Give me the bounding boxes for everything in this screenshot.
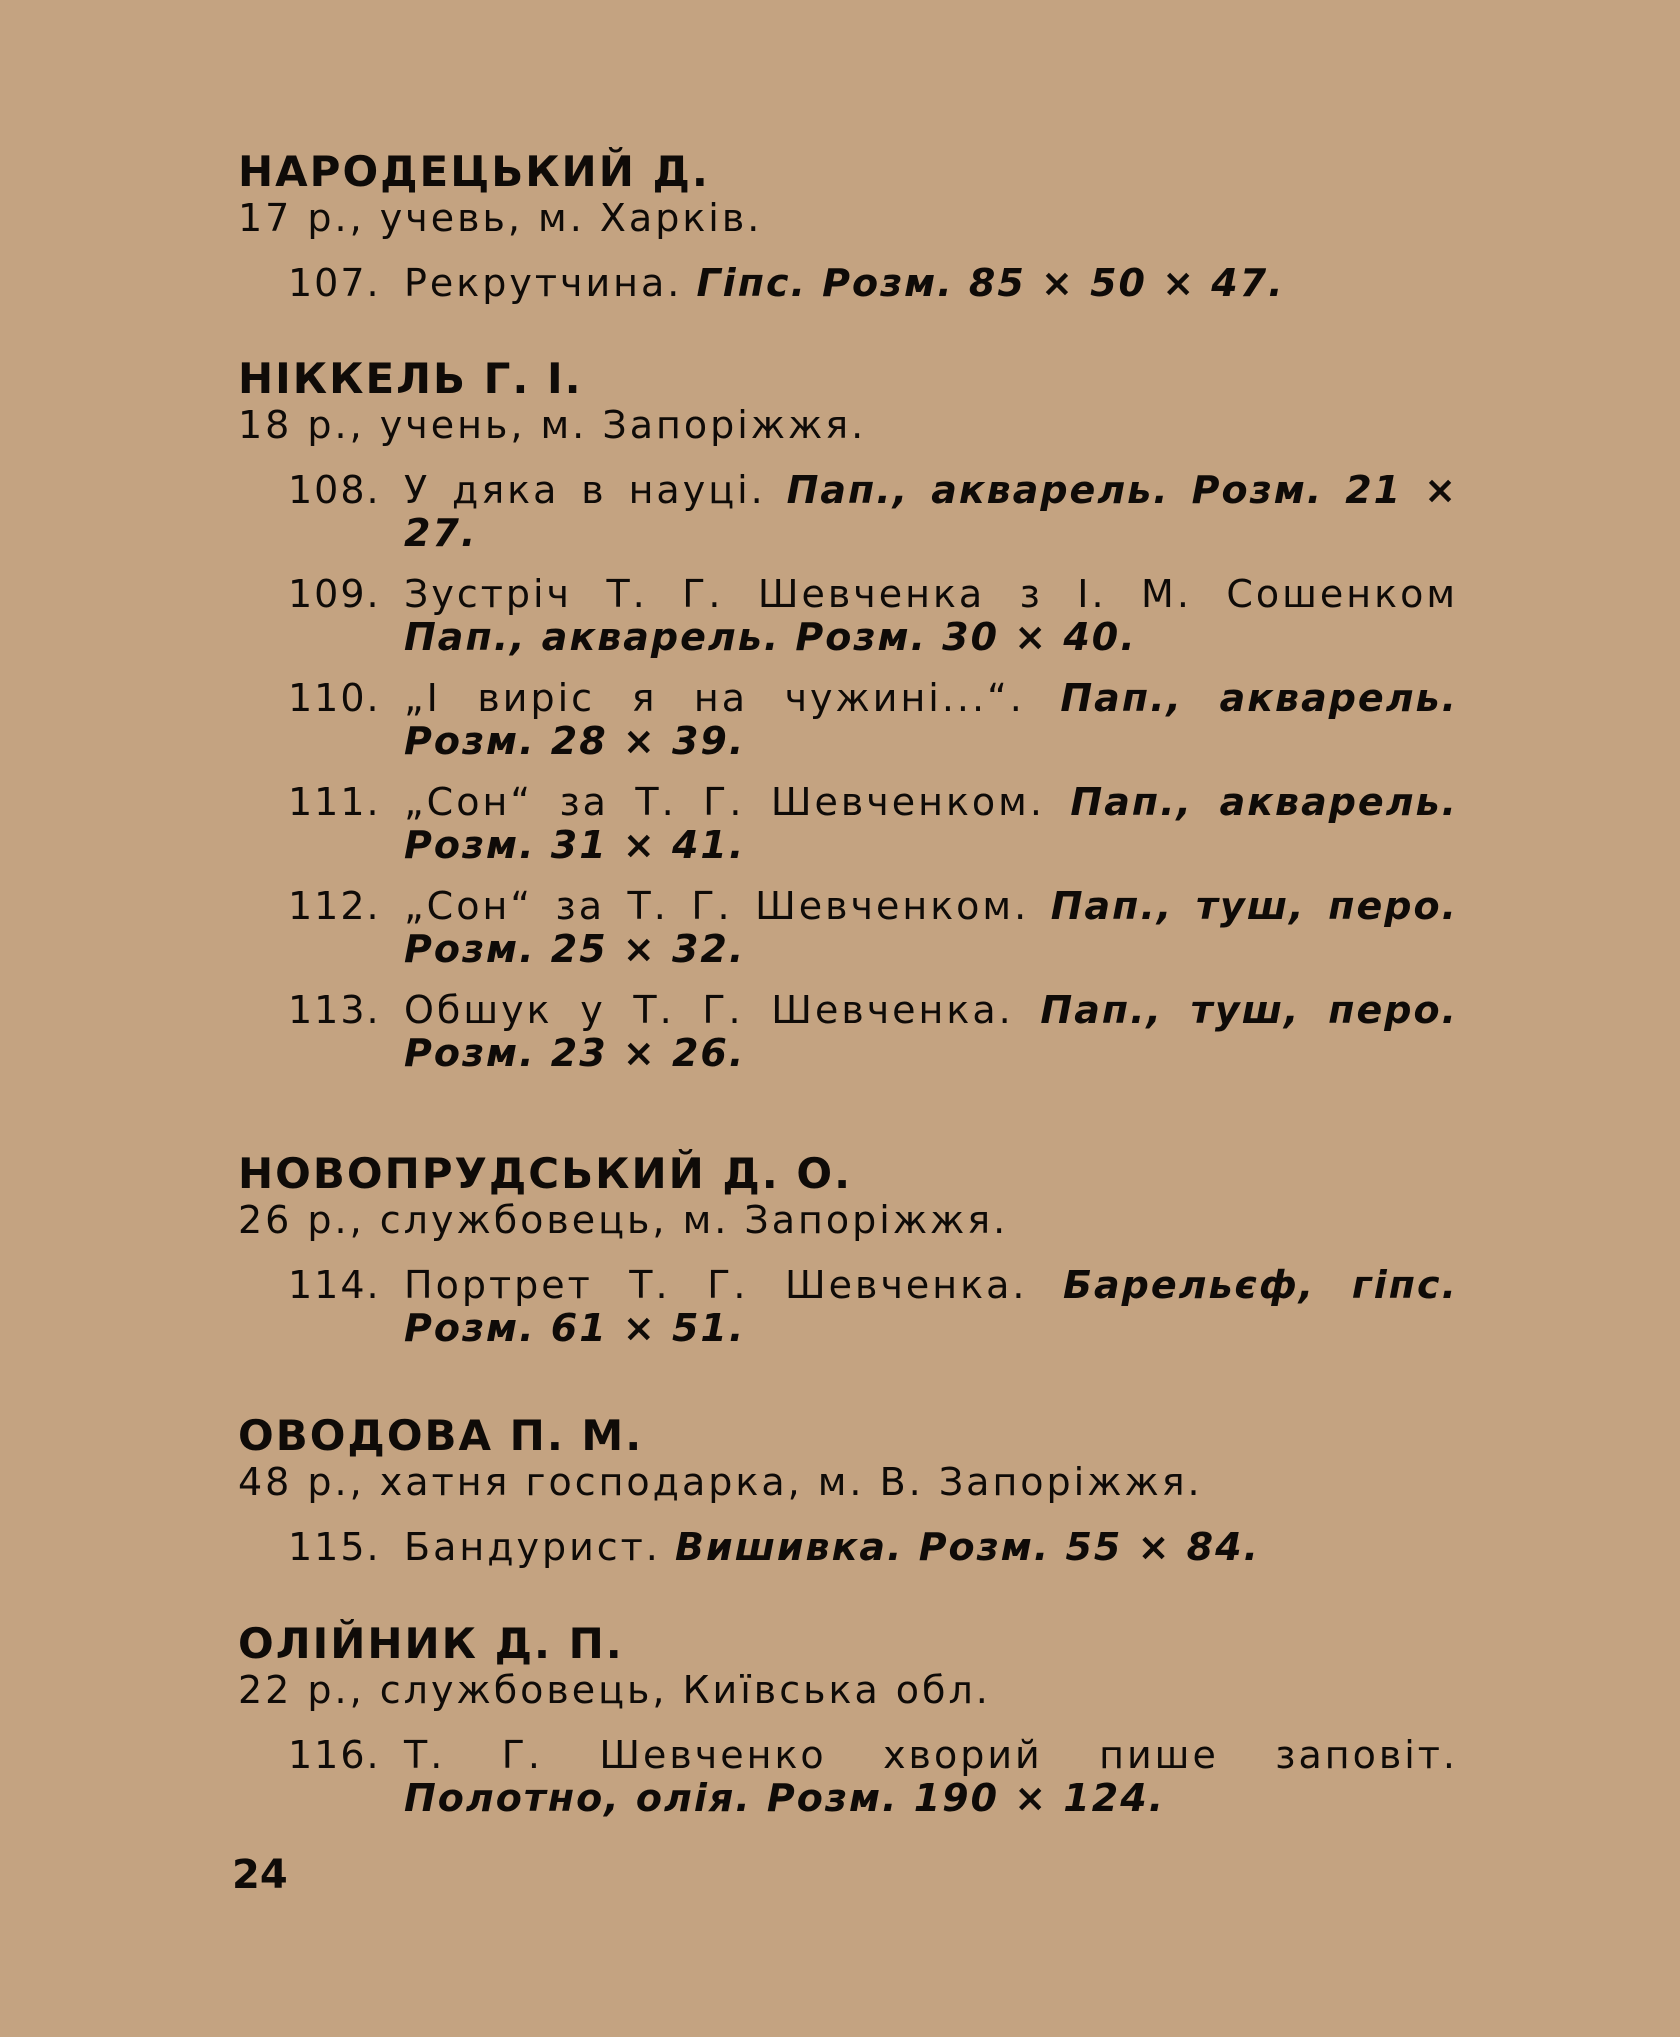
item-title: „Сон“ за Т. Г. Шевченком.: [404, 884, 1030, 928]
artist-bio: 22 р., службовець, Київська обл.: [238, 1668, 991, 1712]
catalog-item: [288, 1526, 1458, 1569]
item-number: 113.: [288, 988, 381, 1032]
artist-name: НАРОДЕЦЬКИЙ Д.: [238, 147, 710, 196]
item-title: Портрет Т. Г. Шевченка.: [404, 1263, 1028, 1307]
item-number: 111.: [288, 780, 381, 824]
page-number: 24: [232, 1852, 288, 1898]
artist-entry: [238, 148, 1458, 305]
item-title: Бандурист.: [404, 1525, 661, 1569]
catalog-item: [288, 1734, 1458, 1820]
item-details: Пап., акварель. Розм. 31 × 41.: [404, 780, 1458, 867]
item-title: Обшук у Т. Г. Шевченка.: [404, 988, 1014, 1032]
catalog-item: [288, 1264, 1458, 1350]
item-details: Вишивка. Розм. 55 × 84.: [674, 1525, 1260, 1569]
artist-name: НОВОПРУДСЬКИЙ Д. О.: [238, 1149, 853, 1198]
artist-bio: 48 р., хатня господарка, м. В. Запоріжжя.: [238, 1460, 1203, 1504]
catalog-item: [288, 989, 1458, 1075]
catalog-item: [288, 262, 1458, 305]
artist-name: НІККЕЛЬ Г. І.: [238, 354, 583, 403]
artist-name: ОЛІЙНИК Д. П.: [238, 1619, 624, 1668]
catalog-item: [288, 469, 1458, 555]
item-details: Барельєф, гіпс. Розм. 61 × 51.: [404, 1263, 1458, 1350]
artist-name: ОВОДОВА П. М.: [238, 1411, 644, 1460]
catalog-item: [288, 885, 1458, 971]
artist-entry: [238, 1150, 1458, 1350]
artist-entry: [238, 355, 1458, 1075]
item-details: Гіпс. Розм. 85 × 50 × 47.: [696, 261, 1285, 305]
item-title: Зустріч Т. Г. Шевченка з І. М. Сошенком: [404, 572, 1458, 616]
item-details: Пап., акварель. Розм. 21 × 27.: [404, 468, 1458, 555]
item-title: Т. Г. Шевченко хворий пише заповіт.: [404, 1733, 1458, 1777]
catalog-item: [288, 781, 1458, 867]
item-title: „І виріс я на чужині...“.: [404, 676, 1025, 720]
item-number: 114.: [288, 1263, 381, 1307]
item-title: „Сон“ за Т. Г. Шевченком.: [404, 780, 1045, 824]
item-details: Пап., туш, перо. Розм. 25 × 32.: [404, 884, 1458, 971]
item-title: Рекрутчина.: [404, 261, 683, 305]
artist-entry: [238, 1412, 1458, 1569]
item-number: 110.: [288, 676, 381, 720]
item-details: Пап., акварель. Розм. 30 × 40.: [404, 615, 1137, 659]
item-details: Пап., туш, перо. Розм. 23 × 26.: [404, 988, 1458, 1075]
artist-bio: 17 р., учевь, м. Харків.: [238, 196, 763, 240]
catalog-item: [288, 573, 1458, 659]
artist-entry: [238, 1620, 1458, 1820]
artist-bio: 18 р., учень, м. Запоріжжя.: [238, 403, 867, 447]
item-details: Пап., акварель. Розм. 28 × 39.: [404, 676, 1458, 763]
catalog-item: [288, 677, 1458, 763]
item-number: 112.: [288, 884, 381, 928]
item-number: 107.: [288, 261, 381, 305]
item-title: У дяка в науці.: [404, 468, 766, 512]
item-number: 109.: [288, 572, 381, 616]
artist-bio: 26 р., службовець, м. Запоріжжя.: [238, 1198, 1009, 1242]
item-number: 115.: [288, 1525, 381, 1569]
item-details: Полотно, олія. Розм. 190 × 124.: [404, 1776, 1166, 1820]
item-number: 116.: [288, 1733, 381, 1777]
item-number: 108.: [288, 468, 381, 512]
